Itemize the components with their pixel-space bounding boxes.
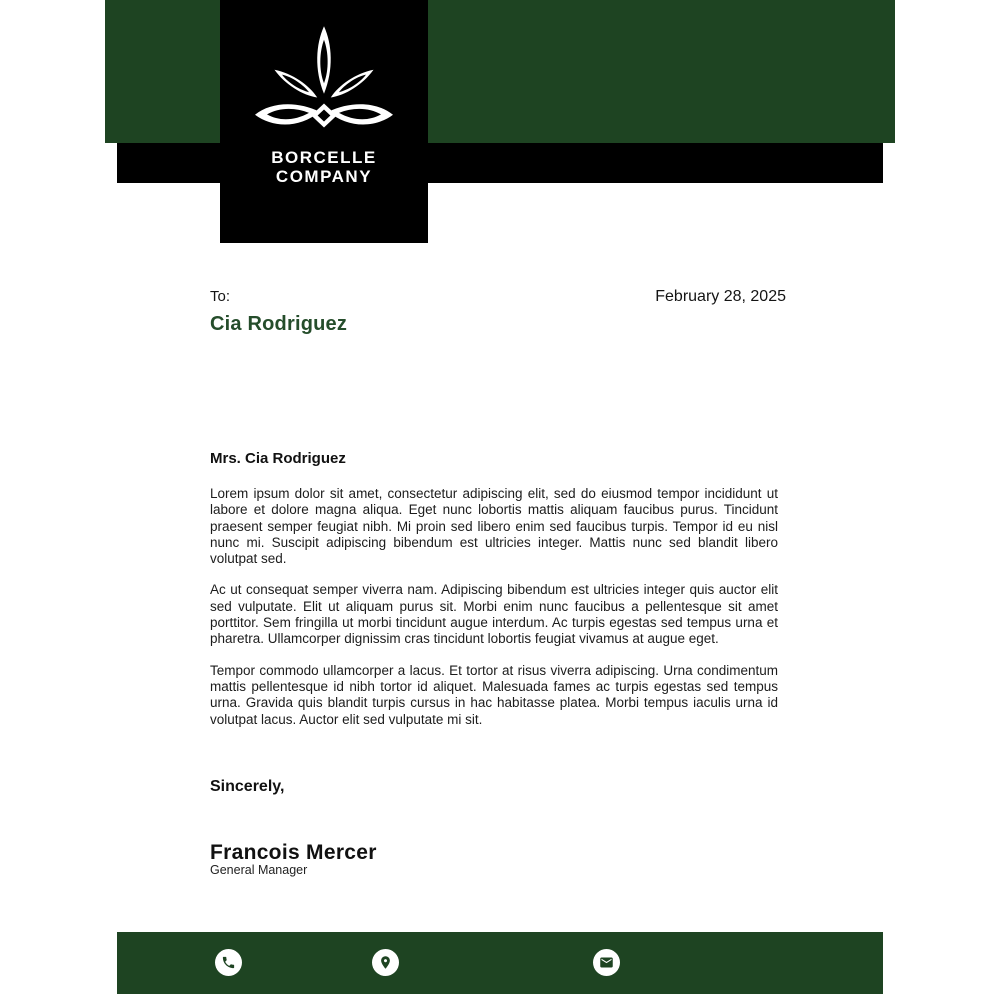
company-name xyxy=(271,148,377,186)
phone-icon xyxy=(215,949,242,976)
company-name-line1: BORCELLE xyxy=(271,148,377,167)
salutation: Mrs. Cia Rodriguez xyxy=(210,450,346,467)
company-logo-box xyxy=(220,0,428,243)
paragraph-3: Tempor commodo ullamcorper a lacus. Et tortor at risus viverra adipiscing. Urna condimentum mattis pellentesque id nibh tortor id aliquet. Malesuada fames ac turpis egestas sed tempus urna. Gravida quis blandit turpis cursus in hac habitasse platea. Morbi tempus iaculis urna id volutpat lacus. Auctor elit sed vulputate mi sit. xyxy=(210,662,778,727)
location-pin-icon xyxy=(372,949,399,976)
signature-name: Francois Mercer xyxy=(210,841,377,864)
company-name-line2: COMPANY xyxy=(275,167,373,186)
paragraph-2: Ac ut consequat semper viverra nam. Adipiscing bibendum est ultricies integer quis auctor elit sed vulputate. Elit ut aliquam purus sit. Morbi enim nunc faucibus a pellentesque sit amet porttitor. Sem fringilla ut morbi tincidunt augue interdum. Ac turpis egestas sed tempus urna et pharetra. Ullamcorper dignissim cras tincidunt lobortis feugiat vivamus at augue eget. xyxy=(210,582,778,647)
closing: Sincerely, xyxy=(210,778,285,795)
signature-title: General Manager xyxy=(210,863,308,877)
paragraph-1: Lorem ipsum dolor sit amet, consectetur adipiscing elit, sed do eiusmod tempor incididunt ut labore et dolore magna aliqua. Eget nunc lobortis mattis aliquam faucibus purus. Tincidunt praesent semper feugiat nibh. Mi proin sed libero enim sed faucibus turpis. Tempor id eu nisl nunc mi. Suscipit adipiscing bibendum est ultricies integer. Mattis nunc sed blandit libero volutpat sed. xyxy=(210,486,778,567)
recipient-name: Cia Rodriguez xyxy=(210,313,348,335)
letter-meta-row xyxy=(210,288,786,306)
to-label: To: xyxy=(210,288,231,305)
email-icon xyxy=(593,949,620,976)
footer-bar xyxy=(117,932,883,994)
letter-body xyxy=(210,486,778,743)
lotus-icon xyxy=(249,22,399,140)
letter-date: February 28, 2025 xyxy=(655,288,786,305)
